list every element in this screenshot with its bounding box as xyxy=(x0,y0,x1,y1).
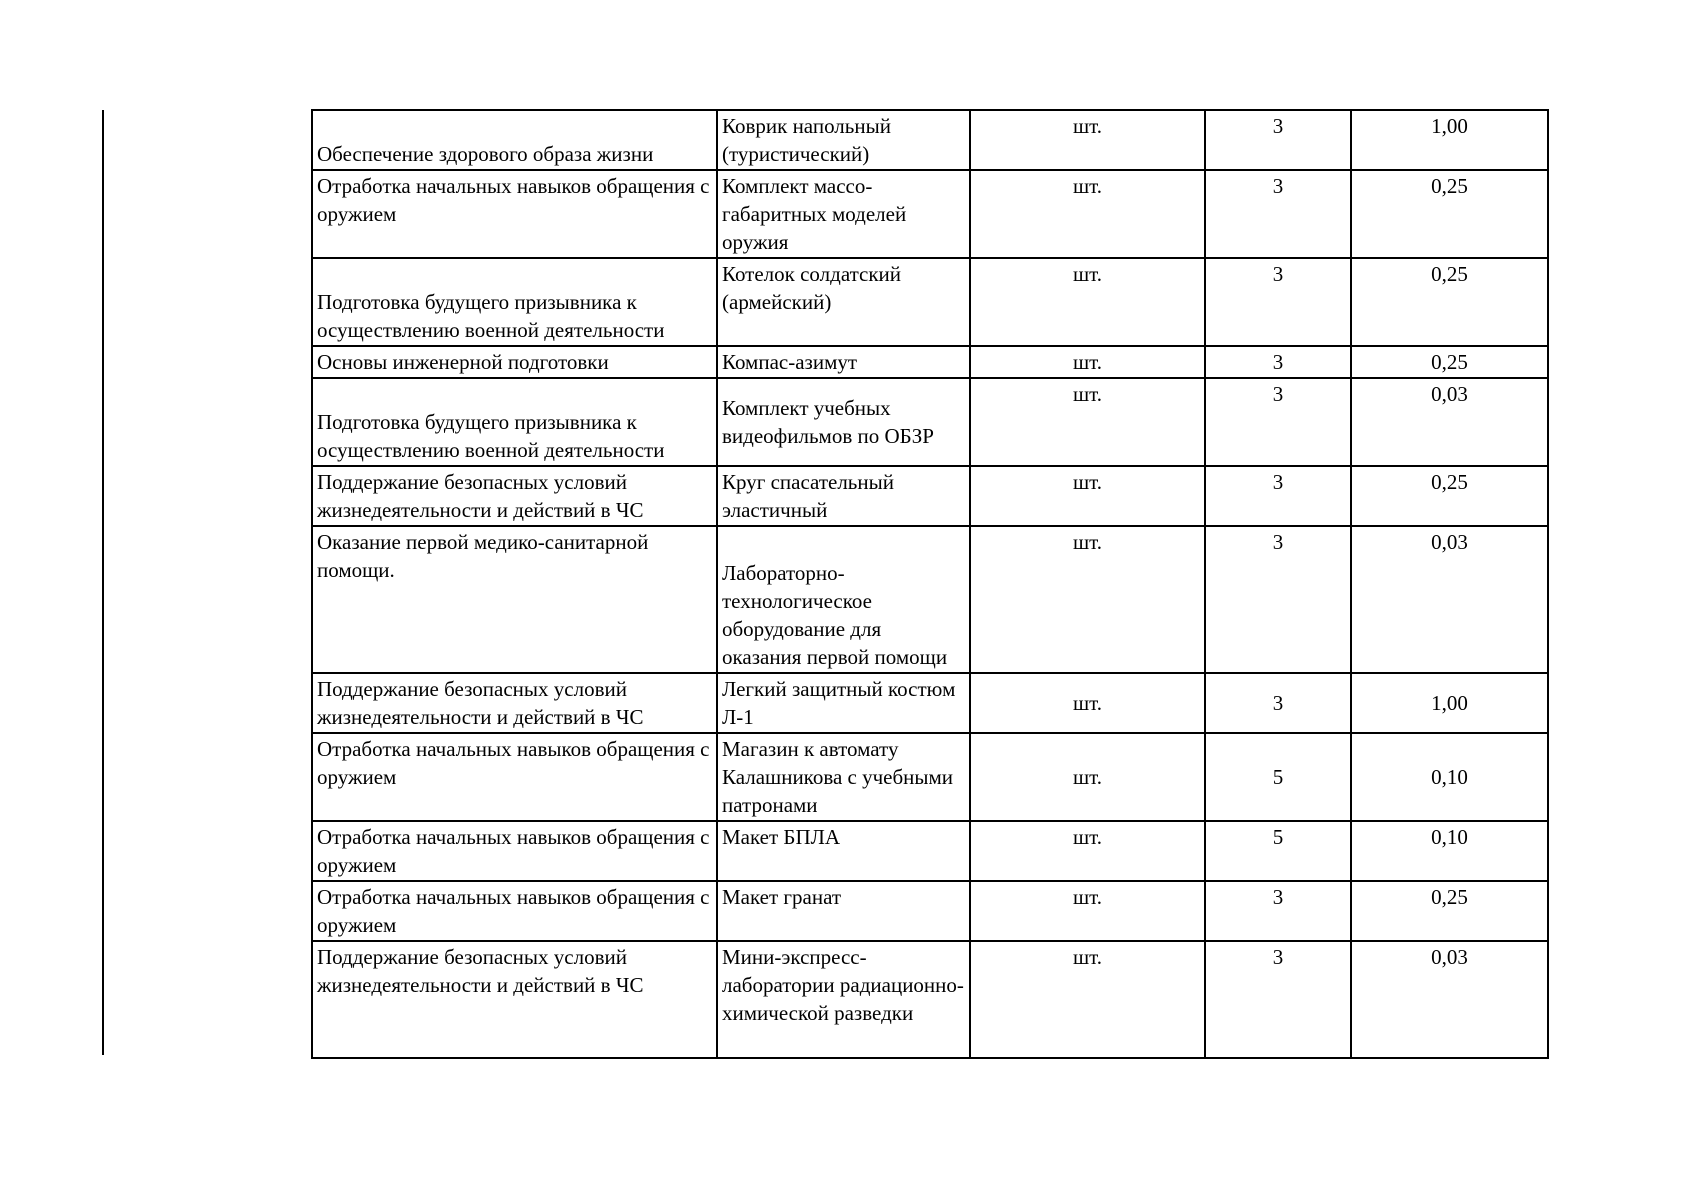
unit-text: шт. xyxy=(1072,945,1103,969)
unit-text: шт. xyxy=(1072,825,1103,849)
item-text: Макет БПЛА xyxy=(722,825,841,849)
item-text: Комплект учебных видеофильмов по ОБЗР xyxy=(722,396,934,448)
coef-text: 0,25 xyxy=(1431,470,1468,494)
qty-cell xyxy=(1205,733,1351,821)
section-text: Поддержание безопасных условий жизнедеятельности и действий в ЧС xyxy=(317,945,644,997)
coef-cell xyxy=(1351,378,1548,466)
section-cell xyxy=(312,110,717,170)
item-text: Компас-азимут xyxy=(722,350,858,374)
qty-text: 3 xyxy=(1272,530,1284,554)
coef-text: 0,25 xyxy=(1431,262,1468,286)
qty-cell xyxy=(1205,466,1351,526)
item-cell xyxy=(717,378,970,466)
item-text: Мини-экспресс-лаборатории радиационно-химической разведки xyxy=(722,945,964,1025)
coef-text: 0,25 xyxy=(1431,885,1468,909)
coef-cell xyxy=(1351,821,1548,881)
section-cell xyxy=(312,733,717,821)
unit-cell xyxy=(970,673,1205,733)
item-cell xyxy=(717,346,970,378)
section-cell xyxy=(312,378,717,466)
item-text: Лабораторно-технологическое оборудование для оказания первой помощи xyxy=(722,561,948,669)
unit-cell xyxy=(970,821,1205,881)
section-cell xyxy=(312,821,717,881)
coef-cell xyxy=(1351,346,1548,378)
unit-cell xyxy=(970,110,1205,170)
section-cell xyxy=(312,346,717,378)
coef-text: 0,25 xyxy=(1431,350,1468,374)
item-text: Котелок солдатский (армейский) xyxy=(722,262,902,314)
unit-cell xyxy=(970,881,1205,941)
left-margin-rule xyxy=(102,110,104,1055)
section-text: Отработка начальных навыков обращения с оружием xyxy=(317,737,710,789)
section-cell xyxy=(312,526,717,673)
qty-text: 3 xyxy=(1272,262,1284,286)
table-row xyxy=(312,110,1548,170)
item-cell xyxy=(717,258,970,346)
unit-cell xyxy=(970,466,1205,526)
unit-text: шт. xyxy=(1072,174,1103,198)
qty-text: 3 xyxy=(1272,174,1284,198)
unit-cell xyxy=(970,378,1205,466)
section-text: Поддержание безопасных условий жизнедеятельности и действий в ЧС xyxy=(317,470,644,522)
qty-cell xyxy=(1205,258,1351,346)
table-row xyxy=(312,881,1548,941)
unit-cell xyxy=(970,346,1205,378)
qty-text: 3 xyxy=(1272,885,1284,909)
table-row xyxy=(312,346,1548,378)
coef-text: 1,00 xyxy=(1431,691,1468,715)
coef-cell xyxy=(1351,170,1548,258)
table-row xyxy=(312,526,1548,673)
qty-cell xyxy=(1205,526,1351,673)
unit-text: шт. xyxy=(1072,262,1103,286)
unit-text: шт. xyxy=(1072,382,1103,406)
qty-text: 5 xyxy=(1272,825,1284,849)
item-text: Коврик напольный (туристический) xyxy=(722,114,891,166)
qty-text: 3 xyxy=(1272,350,1284,374)
section-cell xyxy=(312,466,717,526)
section-text: Оказание первой медико-санитарной помощи. xyxy=(317,530,649,582)
coef-text: 1,00 xyxy=(1431,114,1468,138)
coef-cell xyxy=(1351,258,1548,346)
qty-cell xyxy=(1205,673,1351,733)
qty-cell xyxy=(1205,821,1351,881)
table-row xyxy=(312,941,1548,1058)
section-text: Поддержание безопасных условий жизнедеятельности и действий в ЧС xyxy=(317,677,644,729)
item-cell xyxy=(717,733,970,821)
item-cell xyxy=(717,170,970,258)
unit-text: шт. xyxy=(1072,885,1103,909)
qty-cell xyxy=(1205,378,1351,466)
coef-cell xyxy=(1351,941,1548,1058)
unit-text: шт. xyxy=(1072,691,1103,715)
unit-text: шт. xyxy=(1072,530,1103,554)
qty-text: 3 xyxy=(1272,382,1284,406)
section-text: Отработка начальных навыков обращения с оружием xyxy=(317,885,710,937)
item-text: Комплект массо-габаритных моделей оружия xyxy=(722,174,907,254)
unit-cell xyxy=(970,526,1205,673)
coef-cell xyxy=(1351,466,1548,526)
coef-cell xyxy=(1351,110,1548,170)
qty-text: 3 xyxy=(1272,691,1284,715)
table-row xyxy=(312,258,1548,346)
item-text: Макет гранат xyxy=(722,885,842,909)
item-text: Легкий защитный костюм Л-1 xyxy=(722,677,956,729)
qty-text: 5 xyxy=(1272,765,1284,789)
coef-text: 0,03 xyxy=(1431,945,1468,969)
qty-cell xyxy=(1205,346,1351,378)
coef-cell xyxy=(1351,673,1548,733)
unit-cell xyxy=(970,941,1205,1058)
coef-cell xyxy=(1351,881,1548,941)
coef-text: 0,25 xyxy=(1431,174,1468,198)
section-cell xyxy=(312,881,717,941)
section-text: Основы инженерной подготовки xyxy=(317,350,609,374)
item-cell xyxy=(717,526,970,673)
unit-cell xyxy=(970,258,1205,346)
qty-text: 3 xyxy=(1272,114,1284,138)
coef-text: 0,03 xyxy=(1431,530,1468,554)
coef-text: 0,10 xyxy=(1431,765,1468,789)
table-row xyxy=(312,378,1548,466)
table-row xyxy=(312,170,1548,258)
table-row xyxy=(312,733,1548,821)
section-text: Отработка начальных навыков обращения с оружием xyxy=(317,174,710,226)
section-text: Подготовка будущего призывника к осуществлению военной деятельности xyxy=(317,410,665,462)
item-cell xyxy=(717,466,970,526)
unit-text: шт. xyxy=(1072,765,1103,789)
section-text: Обеспечение здорового образа жизни xyxy=(317,142,654,166)
qty-cell xyxy=(1205,170,1351,258)
qty-cell xyxy=(1205,110,1351,170)
item-cell xyxy=(717,821,970,881)
item-text: Магазин к автомату Калашникова с учебными патронами xyxy=(722,737,954,817)
qty-cell xyxy=(1205,881,1351,941)
table-row xyxy=(312,673,1548,733)
section-cell xyxy=(312,941,717,1058)
table-row xyxy=(312,466,1548,526)
qty-text: 3 xyxy=(1272,945,1284,969)
item-cell xyxy=(717,110,970,170)
unit-cell xyxy=(970,733,1205,821)
equipment-table xyxy=(311,109,1549,1059)
unit-text: шт. xyxy=(1072,470,1103,494)
unit-text: шт. xyxy=(1072,114,1103,138)
item-cell xyxy=(717,673,970,733)
table-row xyxy=(312,821,1548,881)
coef-text: 0,03 xyxy=(1431,382,1468,406)
qty-cell xyxy=(1205,941,1351,1058)
section-cell xyxy=(312,258,717,346)
coef-text: 0,10 xyxy=(1431,825,1468,849)
qty-text: 3 xyxy=(1272,470,1284,494)
coef-cell xyxy=(1351,526,1548,673)
item-text: Круг спасательный эластичный xyxy=(722,470,894,522)
item-cell xyxy=(717,941,970,1058)
item-cell xyxy=(717,881,970,941)
unit-cell xyxy=(970,170,1205,258)
unit-text: шт. xyxy=(1072,350,1103,374)
section-cell xyxy=(312,673,717,733)
section-text: Подготовка будущего призывника к осуществлению военной деятельности xyxy=(317,290,665,342)
coef-cell xyxy=(1351,733,1548,821)
section-cell xyxy=(312,170,717,258)
section-text: Отработка начальных навыков обращения с оружием xyxy=(317,825,710,877)
